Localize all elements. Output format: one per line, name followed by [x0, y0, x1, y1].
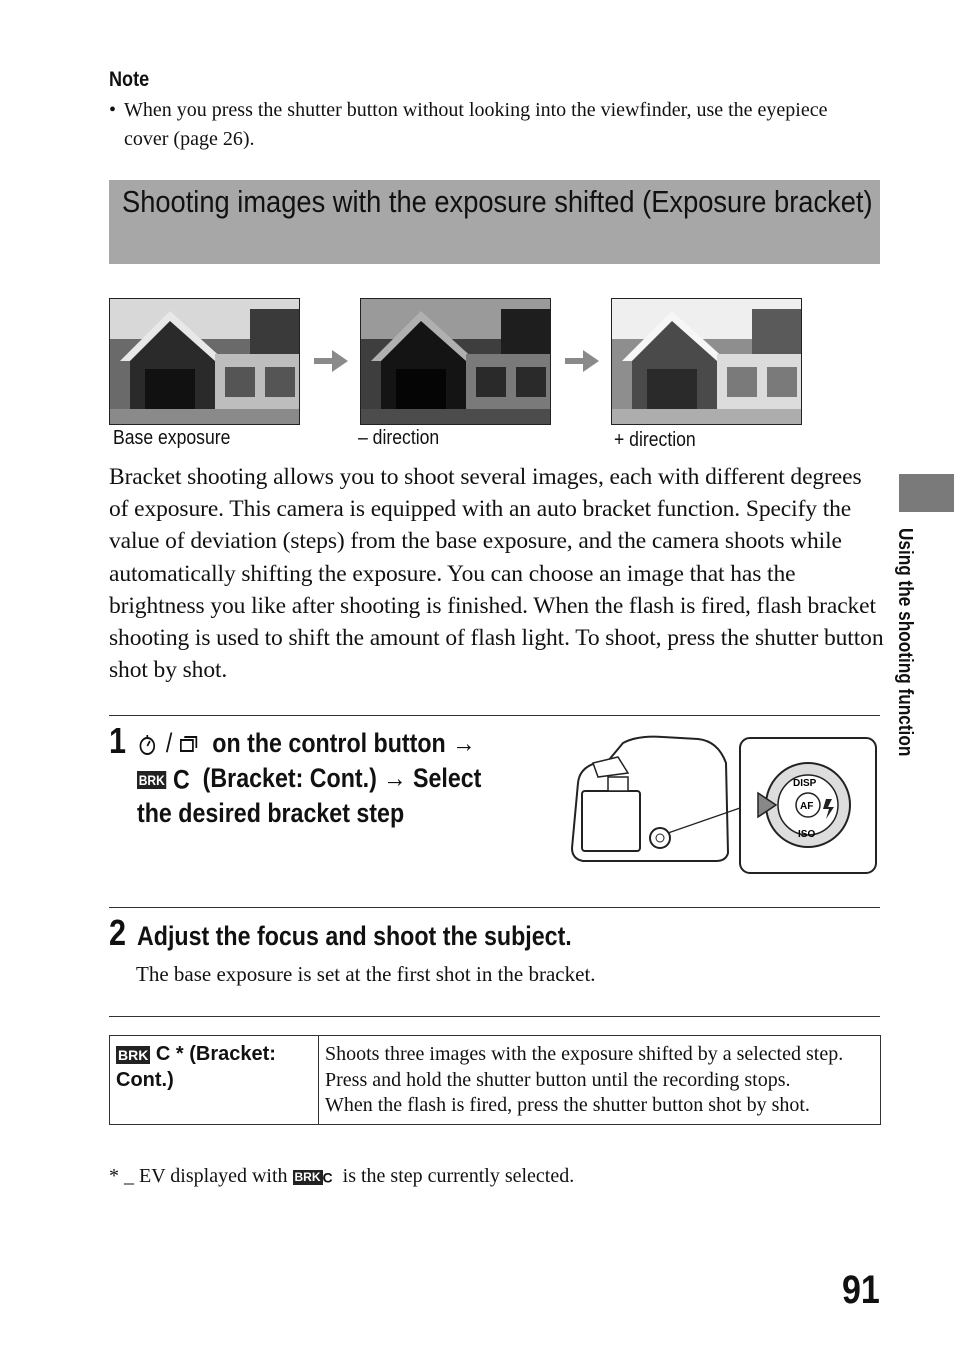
bracket-icon: BRK — [138, 771, 165, 788]
bracket-c-letter: C — [172, 764, 190, 795]
table-desc-line: When the flash is fired, press the shutter button shot by shot. — [325, 1094, 810, 1116]
section-title: Shooting images with the exposure shifted (Exposure bracket) — [122, 184, 873, 219]
bracket-c-letter: C — [155, 1043, 171, 1065]
photo-minus-direction — [360, 298, 551, 425]
step-1-line-1: / on the control button → — [137, 726, 533, 761]
table-mode-label: * (Bracket: Cont.) — [116, 1043, 276, 1091]
divider — [109, 1016, 880, 1017]
table-row — [110, 1036, 881, 1125]
step-1-line-2 — [137, 761, 533, 797]
table-desc-line: Press and hold the shutter button until the recording stops. — [325, 1068, 791, 1091]
camera-illustration — [568, 733, 878, 876]
dial-label-disp: DISP — [793, 778, 817, 789]
footnote-before: * _ EV displayed with — [109, 1165, 288, 1187]
note-text — [109, 96, 849, 154]
step-1-part2: (Bracket: Cont.) — [202, 763, 377, 793]
divider — [109, 715, 880, 716]
note-body: When you press the shutter button without looking into the viewfinder, use the eyepiece cover (page 26). — [124, 99, 828, 150]
photo-plus-direction — [611, 298, 802, 425]
right-arrow-icon — [314, 350, 348, 372]
bracket-icon: BRK — [118, 1046, 149, 1063]
step-1-number: 1 — [109, 720, 127, 761]
note-bullet: • — [109, 99, 117, 121]
step-1-part4: the desired bracket step — [137, 798, 405, 828]
photo-base-exposure — [109, 298, 300, 425]
side-tab-marker — [899, 474, 954, 512]
dial-label-iso: ISO — [798, 829, 816, 840]
side-label: Using the shooting function — [894, 528, 916, 757]
bracket-icon: BRK — [294, 1169, 321, 1184]
right-arrow-icon — [565, 350, 599, 372]
page-number: 91 — [842, 1268, 880, 1312]
note-title: Note — [109, 68, 150, 91]
footnote-after: is the step currently selected. — [342, 1165, 575, 1187]
table-cell-description — [319, 1036, 881, 1125]
footnote — [109, 1165, 574, 1188]
table-cell-mode — [110, 1036, 319, 1125]
step-1-arrow-1: → — [452, 728, 476, 758]
self-timer-icon — [137, 733, 159, 757]
body-paragraph: Bracket shooting allows you to shoot several images, each with different degrees of exposure. This camera is equipped with an auto bracket function. Specify the value of deviation (steps) from the base exposure, and the camera shoots while automatically shifting the exposure. You can choose an image that has the brightness you like after shooting is finished. When the flash is fired, flash bracket shooting is used to shift the amount of flash light. To shoot, press the shutter button shot by shot. — [109, 464, 884, 684]
bracket-c-letter: C — [322, 1169, 333, 1186]
bracket-table — [109, 1035, 881, 1125]
divider — [109, 907, 880, 908]
table-desc-line: Shoots three images with the exposure shifted by a selected step. — [325, 1043, 844, 1065]
caption-plus-direction: + direction — [614, 429, 696, 451]
continuous-drive-icon — [179, 734, 200, 756]
step-1-arrow-2: → — [383, 763, 407, 793]
step-2-title: Adjust the focus and shoot the subject. — [137, 921, 572, 951]
step-1-part3: Select — [412, 763, 482, 793]
step-2-text: The base exposure is set at the first shot in the bracket. — [136, 962, 596, 986]
step-2-number: 2 — [109, 912, 127, 953]
caption-minus-direction: – direction — [358, 427, 440, 449]
step-1-part1: on the control button — [212, 728, 446, 758]
dial-label-af: AF — [800, 801, 814, 812]
caption-base-exposure: Base exposure — [113, 427, 231, 449]
